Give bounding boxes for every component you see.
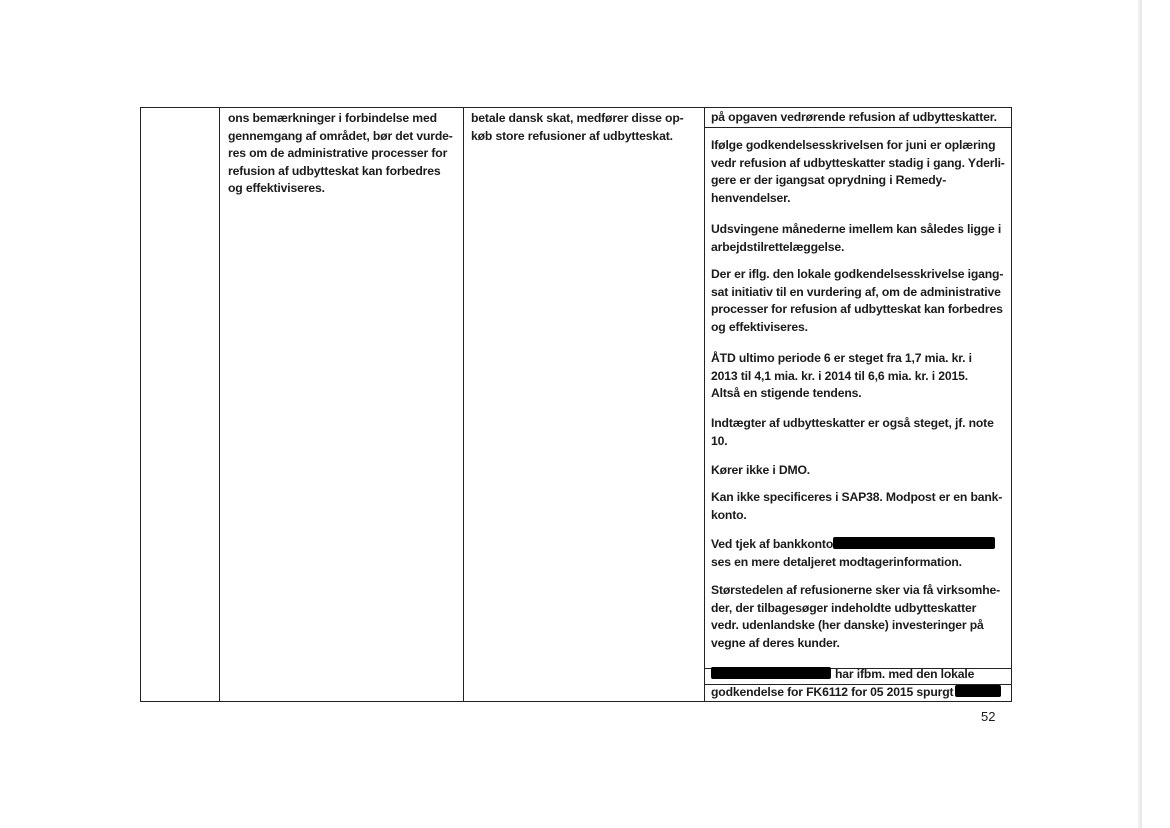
text-line: vegne af deres kunder.	[711, 635, 840, 650]
text-fragment: har ifbm. med den lokale	[835, 667, 975, 681]
text-line: Kører ikke i DMO.	[711, 463, 811, 477]
row-divider	[704, 127, 1011, 128]
text-line: ons bemærkninger i forbindelse med	[228, 111, 437, 125]
text-line: og effektiviseres.	[228, 181, 325, 195]
text-line: der, der tilbagesøger indeholdte udbytteskatter	[711, 600, 977, 615]
paragraph	[711, 462, 1007, 480]
page-number: 52	[981, 709, 996, 724]
paragraph	[711, 221, 1007, 256]
paragraph	[711, 489, 1007, 524]
redaction-bar	[955, 685, 1001, 697]
text-line: Kan ikke specificeres i SAP38. Modpost er en bank-	[711, 490, 1003, 504]
text-line: processer for refusion af udbytteskat kan forbedres	[711, 302, 1003, 316]
paragraph	[711, 137, 1007, 207]
text-line: konto.	[711, 507, 747, 522]
text-line: Udsvingene månederne imellem kan således ligge i	[711, 222, 1002, 236]
text-line: res om de administrative processer for	[228, 146, 448, 160]
cell-recommendation	[228, 110, 456, 198]
paragraph	[711, 350, 1007, 403]
text-line	[711, 684, 1007, 702]
text-line: ÅTD ultimo periode 6 er steget fra 1,7 mia. kr. i	[711, 351, 972, 365]
document-table	[140, 107, 1012, 702]
redaction-bar	[711, 667, 831, 679]
paragraph	[711, 109, 1007, 127]
text-line: og effektiviseres.	[711, 319, 808, 334]
column-divider	[463, 108, 464, 701]
text-line: Ifølge godkendelsesskrivelsen for juni er oplæring	[711, 138, 996, 152]
redaction-bar	[833, 537, 995, 549]
text-fragment: godkendelse for FK6112 for 05 2015 spurgt	[711, 684, 954, 699]
text-line: vedr refusion af udbytteskatter stadig i gang. Yderli-	[711, 155, 1005, 170]
text-line: betale dansk skat, medfører disse op-	[471, 111, 684, 125]
text-line: 10.	[711, 433, 728, 448]
text-line	[711, 536, 1007, 554]
text-line: Indtægter af udbytteskatter er også steget, jf. note	[711, 416, 994, 430]
text-line: ses en mere detaljeret modtagerinformation.	[711, 554, 962, 569]
paragraph	[711, 266, 1007, 336]
text-line: arbejdstilrettelæggelse.	[711, 239, 845, 254]
column-divider	[219, 108, 220, 701]
text-line: vedr. udenlandske (her danske) investeringer på	[711, 618, 984, 632]
text-line: sat initiativ til en vurdering af, om de administrative	[711, 284, 1001, 299]
paragraph	[711, 666, 1007, 701]
text-line: 2013 til 4,1 mia. kr. i 2014 til 6,6 mia. kr. i 2015.	[711, 368, 968, 383]
cell-cause	[471, 110, 699, 145]
paragraph	[711, 415, 1007, 450]
text-line: gennemgang af området, bør det vurde-	[228, 128, 453, 143]
paragraph	[711, 536, 1007, 571]
text-line: Størstedelen af refusionerne sker via få virksomhe-	[711, 583, 1001, 597]
text-line: på opgaven vedrørende refusion af udbytteskatter.	[711, 110, 997, 124]
text-fragment: Ved tjek af bankkonto	[711, 537, 834, 551]
text-line: køb store refusioner af udbytteskat.	[471, 128, 673, 143]
text-line: Der er iflg. den lokale godkendelsesskrivelse igang-	[711, 267, 1004, 281]
text-line: henvendelser.	[711, 190, 791, 205]
text-line: gere er der igangsat oprydning i Remedy-	[711, 173, 947, 187]
paragraph	[711, 582, 1007, 652]
text-line: refusion af udbytteskat kan forbedres	[228, 163, 441, 178]
text-line: Altså en stigende tendens.	[711, 386, 862, 400]
column-divider	[704, 108, 705, 701]
page-edge-shadow	[1138, 0, 1142, 828]
text-line	[711, 666, 1007, 684]
